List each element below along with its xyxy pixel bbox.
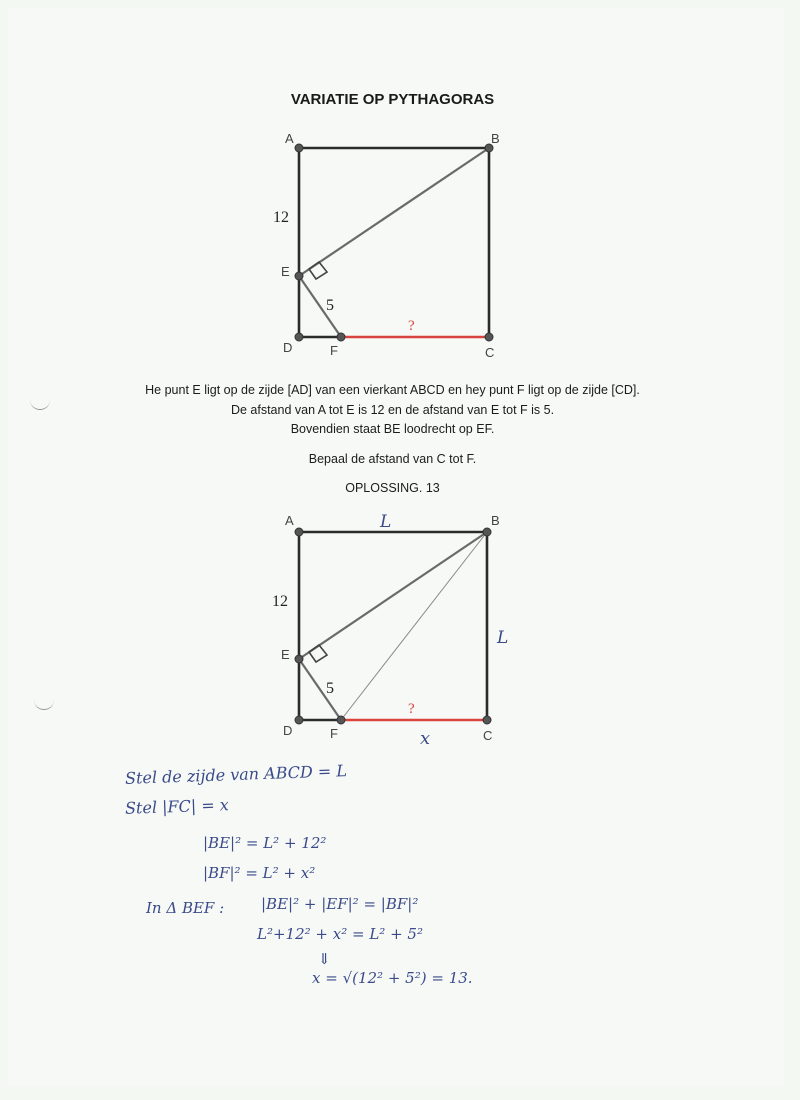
label-f: F [330,343,338,358]
problem-question: Bepaal de afstand van C tot F. [308,452,477,466]
segment-ef [299,276,341,337]
segment-bf-solution [341,532,487,720]
segment-be-solution [299,532,487,659]
handwritten-line-2: Stel |FC| = x [124,795,230,818]
right-angle-marker [309,262,327,279]
label-b: B [491,131,500,146]
unknown-fc-solution: ? [408,701,415,717]
label-d: D [283,340,293,355]
handwritten-line-7: x = √(12² + 5²) = 13. [312,969,473,987]
handwritten-side-right: L [497,628,509,648]
handwritten-line-4: |BF|² = L² + x² [203,864,316,882]
label-e: E [281,264,290,279]
handwritten-fc-x: x [420,728,431,749]
length-ef: 5 [326,297,334,314]
length-ef-solution: 5 [326,680,334,697]
length-ae-solution: 12 [272,593,288,610]
label-d-solution: D [283,723,293,738]
problem-figure [0,0,800,370]
solution-label: OPLOSSING. 13 [345,481,440,495]
problem-line-2: De afstand van A tot E is 12 en de afstand van E tot F is 5. [230,403,555,417]
handwritten-line-1: Stel de zijde van ABCD = L [124,761,348,788]
problem-line-3: Bovendien staat BE loodrecht op EF. [290,422,495,436]
right-angle-marker-solution [309,645,327,662]
label-c: C [485,345,495,360]
label-a: A [285,131,294,146]
handwritten-line-3: |BE|² = L² + 12² [203,834,327,852]
label-f-solution: F [330,726,338,741]
handwritten-line-6: L²+12² + x² = L² + 5² [257,925,423,943]
handwritten-arrow: ⇓ [318,950,331,968]
unknown-fc: ? [408,318,415,334]
handwritten-line-5-prefix: In Δ BEF : [146,899,225,917]
segment-ef-solution [299,659,341,720]
label-e-solution: E [281,647,290,662]
label-b-solution: B [491,513,500,528]
handwritten-side-top: L [380,512,392,532]
page-title: VARIATIE OP PYTHAGORAS [290,91,495,108]
label-a-solution: A [285,513,294,528]
segment-be [299,148,489,276]
label-c-solution: C [483,728,493,743]
handwritten-line-5: |BE|² + |EF|² = |BF|² [261,895,419,913]
length-ae: 12 [273,209,289,226]
problem-line-1: He punt E ligt op de zijde [AD] van een vierkant ABCD en hey punt F ligt op de zijde [CD]. [145,383,640,397]
solution-figure [0,500,800,750]
